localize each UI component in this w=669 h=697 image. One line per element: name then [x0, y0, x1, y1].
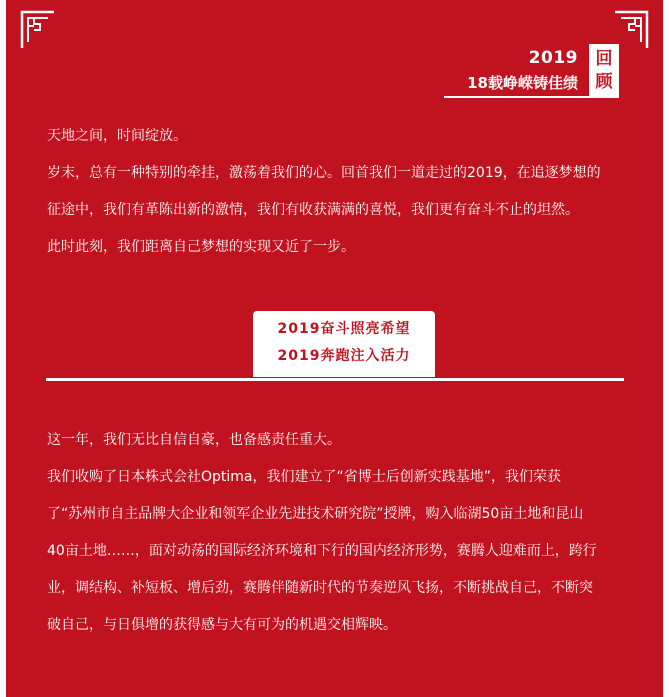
review-badge-char: 顾	[595, 72, 613, 92]
review-badge	[589, 44, 619, 98]
section-banner	[253, 311, 435, 377]
text-line: 此时此刻，我们距离自己梦想的实现又近了一步。	[47, 239, 355, 255]
text-line: 业，调结构、补短板、增后劲，赛腾伴随新时代的节奏逆风飞扬，不断挑战自己，不断突	[47, 580, 593, 596]
banner-line: 2019奋斗照亮希望	[277, 321, 411, 337]
header	[6, 0, 663, 100]
review-badge-char: 回	[595, 49, 613, 69]
section-divider	[46, 378, 624, 381]
header-subtitle: 18载峥嵘铸佳绩	[467, 74, 578, 92]
banner-line: 2019奔跑注入活力	[277, 348, 411, 364]
text-line: 破自己，与日俱增的获得感与大有可为的机遇交相辉映。	[47, 617, 397, 633]
text-line: 我们收购了日本株式会社Optima，我们建立了“省博士后创新实践基地”，我们荣获	[47, 469, 562, 485]
text-line: 40亩土地……，面对动荡的国际经济环境和下行的国内经济形势，赛腾人迎难而上，跨行	[47, 543, 597, 559]
text-line: 这一年，我们无比自信自豪，也备感责任重大。	[47, 432, 341, 448]
body-paragraph	[47, 422, 637, 644]
header-underline	[444, 96, 589, 98]
text-line: 天地之间，时间绽放。	[47, 128, 187, 144]
text-line: 岁末，总有一种特别的牵挂，激荡着我们的心。回首我们一道走过的2019，在追逐梦想的	[47, 165, 601, 181]
header-year: 2019	[528, 48, 578, 68]
poster	[6, 0, 663, 697]
intro-paragraph	[47, 118, 637, 266]
text-line: 了“苏州市自主品牌大企业和领军企业先进技术研究院”授牌，购入临湖50亩土地和昆山	[47, 506, 584, 522]
text-line: 征途中，我们有革陈出新的激情，我们有收获满满的喜悦，我们更有奋斗不止的坦然。	[47, 202, 579, 218]
